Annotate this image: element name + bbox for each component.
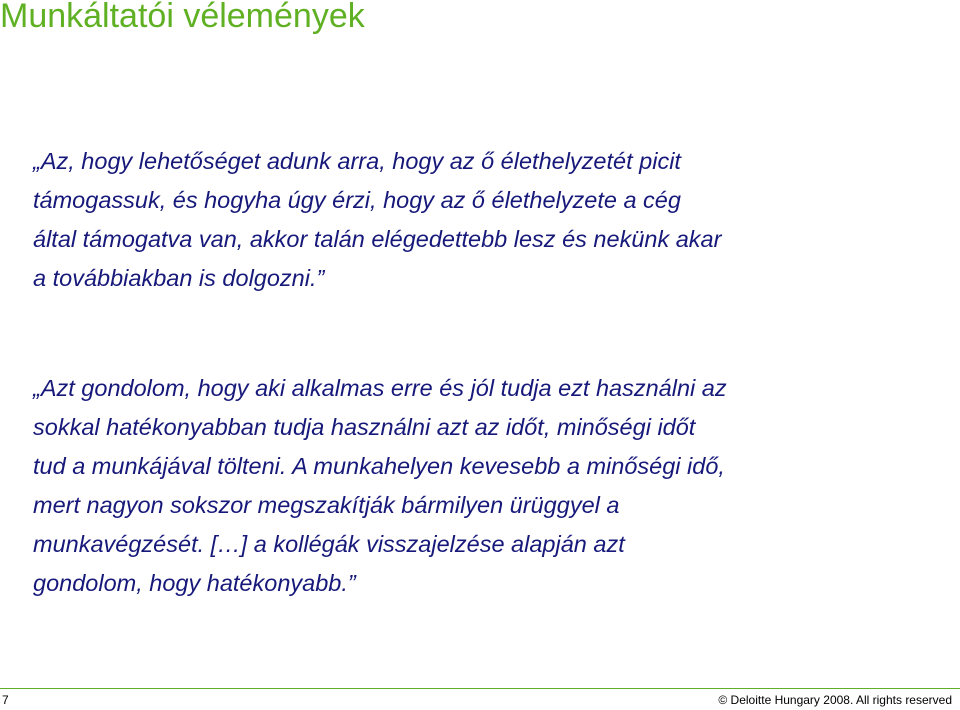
slide-title: Munkáltatói vélemények (0, 0, 365, 35)
quote-2-line: „Azt gondolom, hogy aki alkalmas erre és jól tudja ezt használni az (33, 375, 727, 401)
copyright-notice: © Deloitte Hungary 2008. All rights reserved (718, 693, 952, 707)
quote-2-line: sokkal hatékonyabban tudja használni azt az időt, minőségi időt (33, 414, 696, 440)
quote-2-line: munkavégzését. […] a kollégák visszajelzése alapján azt (33, 531, 625, 557)
quote-1-line: „Az, hogy lehetőséget adunk arra, hogy az ő élethelyzetét picit (33, 148, 681, 174)
quote-1-line: támogassuk, és hogyha úgy érzi, hogy az ő élethelyzete a cég (33, 187, 681, 213)
footer-divider (0, 688, 960, 689)
quote-2-line: tud a munkájával tölteni. A munkahelyen kevesebb a minőségi idő, (33, 453, 725, 479)
quote-2-line: gondolom, hogy hatékonyabb.” (33, 570, 356, 596)
quote-2 (33, 369, 948, 603)
quote-1 (33, 142, 948, 298)
quote-1-line: a továbbiakban is dolgozni.” (33, 265, 325, 291)
quote-1-line: által támogatva van, akkor talán elégedettebb lesz és nekünk akar (33, 226, 722, 252)
page-number: 7 (2, 693, 9, 707)
quote-2-line: mert nagyon sokszor megszakítják bármilyen ürüggyel a (33, 492, 620, 518)
